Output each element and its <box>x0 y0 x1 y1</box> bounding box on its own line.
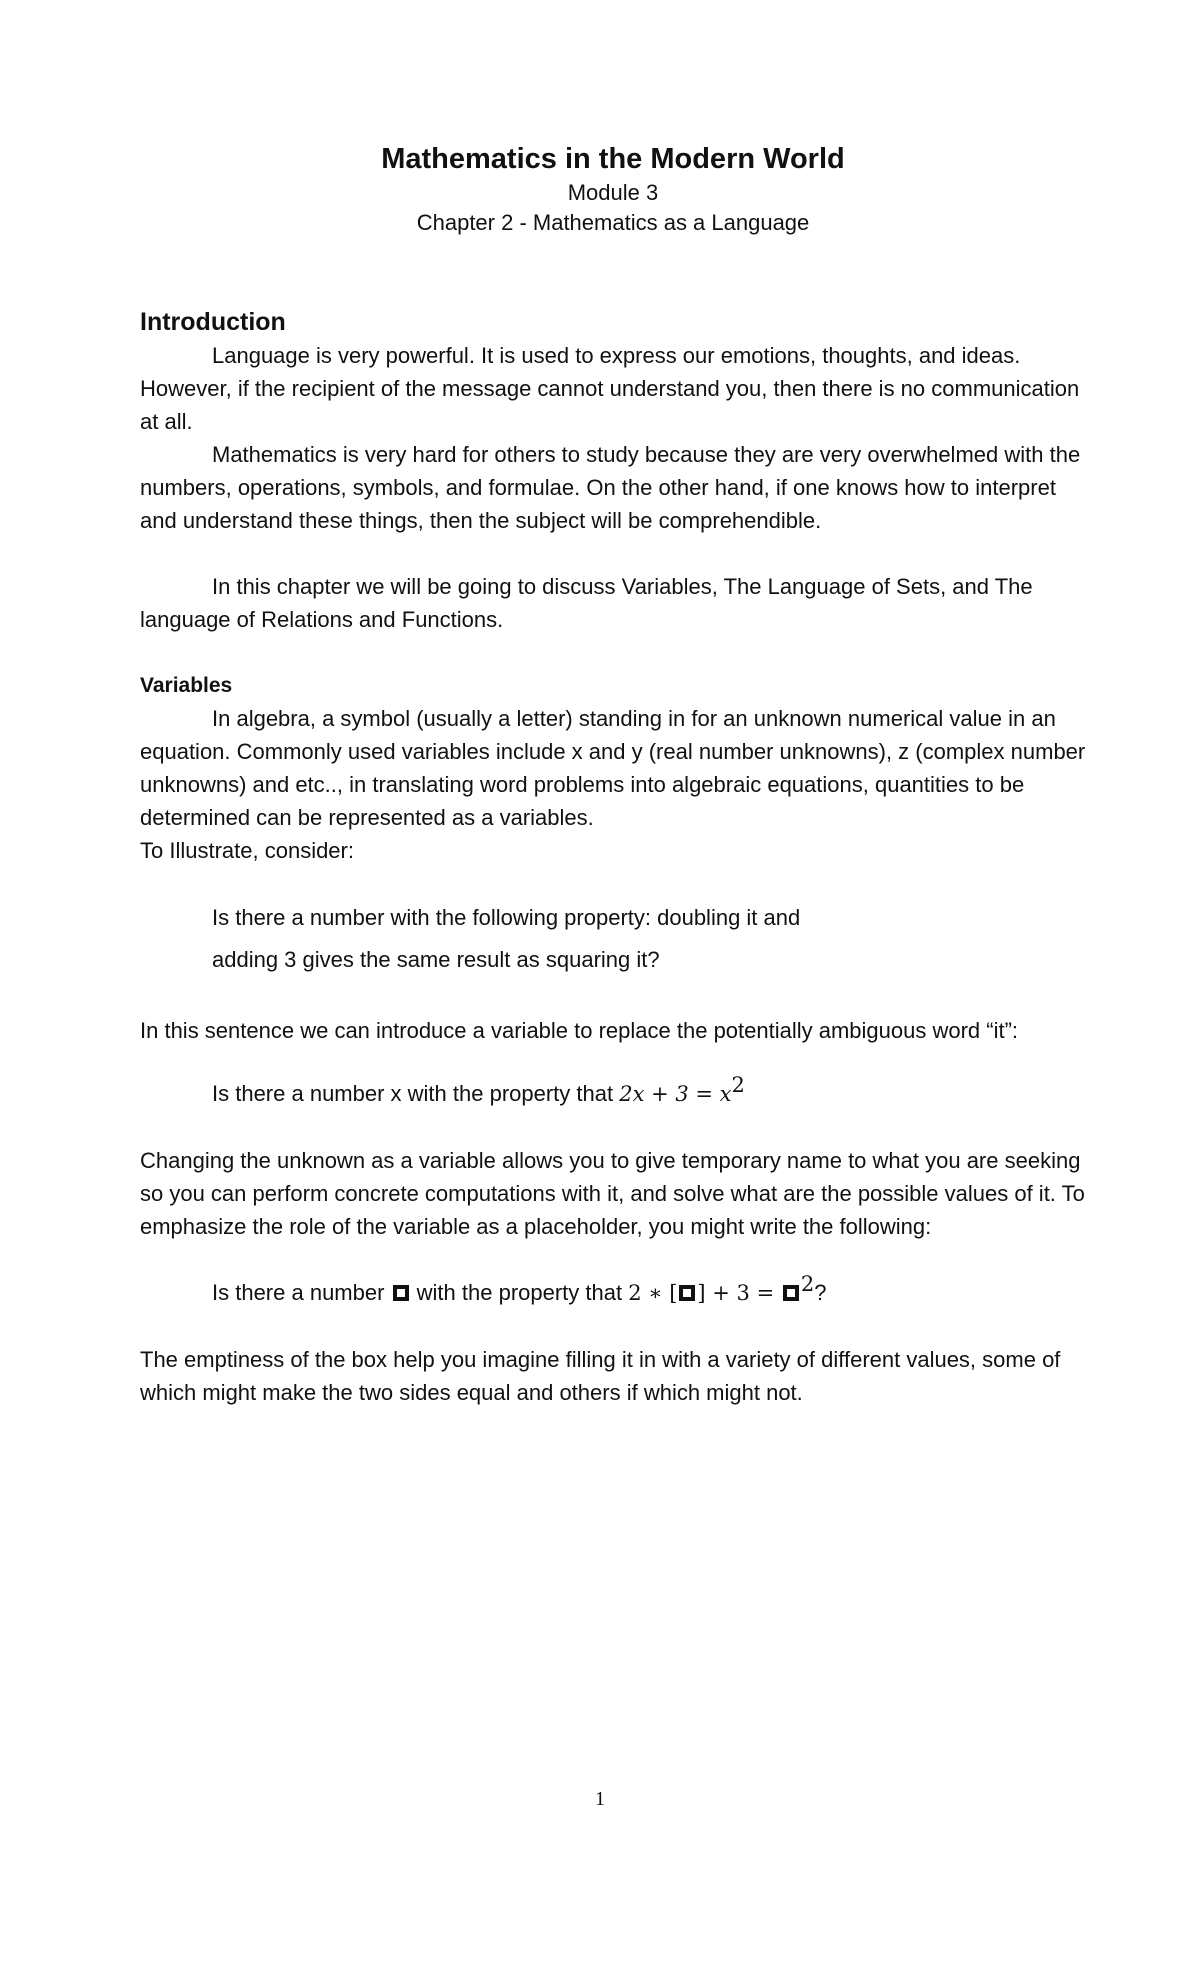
introduction-paragraph-2: Mathematics is very hard for others to study because they are very overwhelmed with the numbers, operations, symbols, and formulae. On the other hand, if one knows how to interpret and understand these things, then the subject will be comprehendible. <box>140 442 1081 533</box>
introduction-heading: Introduction <box>140 308 286 336</box>
placeholder-text-b: with the property that <box>410 1280 629 1305</box>
variable-equation-line <box>212 1073 1086 1111</box>
example-question-line-2: adding 3 gives the same result as squaring it? <box>212 947 660 972</box>
spacer <box>140 1243 1086 1276</box>
page-content <box>140 140 1086 1409</box>
introduction-paragraph-3: In this chapter we will be going to discuss Variables, The Language of Sets, and The language of Relations and Functions. <box>140 574 1033 632</box>
chapter-label: Chapter 2 - Mathematics as a Language <box>416 210 810 235</box>
placeholder-equation-block <box>140 1272 1086 1310</box>
placeholder-box-icon <box>783 1285 799 1301</box>
spacer <box>140 537 1086 570</box>
variables-paragraph-1: In algebra, a symbol (usually a letter) standing in for an unknown numerical value in an equation. Commonly used variables include x and y (real number unknowns), z (complex number unknowns) and etc.., in translating word problems into algebraic equations, quantities to be determined can be represented as a variables. <box>140 706 1086 830</box>
variables-heading: Variables <box>140 674 233 697</box>
equation-exponent: 2 <box>731 1073 745 1097</box>
example-question-line-1: Is there a number with the following property: doubling it and <box>212 905 801 930</box>
module-label: Module 3 <box>567 180 659 205</box>
variable-equation-block <box>140 1073 1086 1111</box>
placeholder-text-a: Is there a number <box>212 1280 391 1305</box>
placeholder-math-a: 2 ∗ [ <box>628 1281 678 1305</box>
variables-paragraph-2: To Illustrate, consider: <box>140 838 354 863</box>
variables-paragraph-4: Changing the unknown as a variable allows you to give temporary name to what you are seeking so you can perform concrete computations with it, and solve what are the possible values of it. To emphasize the role of the variable as a placeholder, you might write the following: <box>140 1148 1085 1239</box>
placeholder-box-icon <box>393 1285 409 1301</box>
placeholder-equation-line <box>212 1272 1086 1310</box>
page-number: 1 <box>595 1788 605 1810</box>
placeholder-box-icon <box>679 1285 695 1301</box>
placeholder-math-b: ] + 3 = <box>697 1281 781 1305</box>
spacer <box>140 636 1086 669</box>
document-title: Mathematics in the Modern World <box>381 143 845 175</box>
introduction-paragraph-1: Language is very powerful. It is used to express our emotions, thoughts, and ideas. However, if the recipient of the message cannot understand you, then there is no communication at all. <box>140 343 1080 434</box>
placeholder-exponent: 2 <box>800 1272 815 1296</box>
variables-paragraph-5: The emptiness of the box help you imagine filling it in with a variety of different values, some of which might make the two sides equal and others if which might not. <box>140 1347 1061 1405</box>
spacer <box>140 1047 1086 1077</box>
example-question-block <box>140 897 1086 981</box>
spacer <box>140 981 1086 1014</box>
variables-paragraph-3: In this sentence we can introduce a variable to replace the potentially ambiguous word “it”: <box>140 1018 1019 1043</box>
spacer <box>140 1310 1086 1343</box>
variable-equation-text: Is there a number x with the property that <box>212 1081 620 1106</box>
spacer <box>140 1111 1086 1144</box>
placeholder-end: ? <box>814 1280 827 1305</box>
equation-expression: 2x + 3 = x <box>619 1082 732 1106</box>
